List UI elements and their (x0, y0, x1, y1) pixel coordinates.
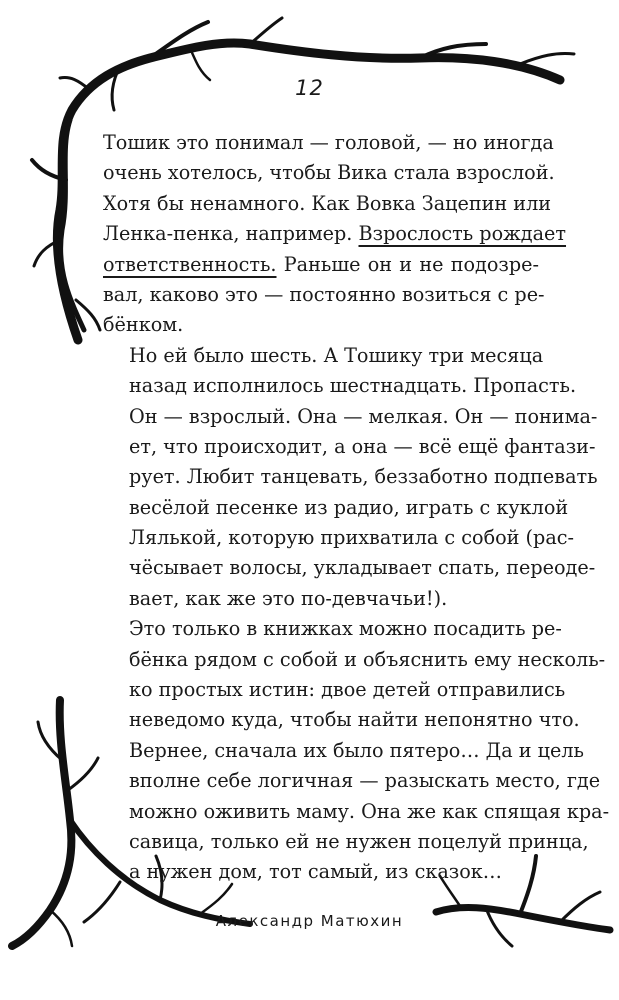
text-line: весёлой песенке из радио, играть с куклой (129, 495, 569, 519)
top-branch-twig-2 (250, 18, 282, 44)
page-number: 12 (295, 76, 324, 100)
bottom-left-branch (12, 700, 71, 946)
underlined-phrase: Взрослость рождает (358, 222, 567, 246)
text-line: ет, что происходит, а она — всё ещё фантази- (129, 434, 596, 458)
top-branch-twig-1 (150, 22, 208, 58)
top-branch-twig-7 (34, 240, 60, 266)
text-line: бёнка рядом с собой и объяснить ему несколь- (129, 647, 606, 671)
text-line: чёсывает волосы, укладывает спать, переоде- (129, 556, 596, 580)
top-branch-inner (61, 120, 84, 330)
bottom-left-twig-6 (200, 884, 232, 914)
text-line: Но ей было шесть. А Тошику три месяца (129, 343, 544, 367)
text-line: савица, только ей не нужен поцелуй принца, (129, 829, 589, 853)
top-branch-twig-3 (420, 44, 486, 58)
text-line-with-underline (103, 250, 539, 280)
author-name: Александр Матюхин (215, 912, 404, 930)
text-line-with-underline (103, 219, 567, 249)
bottom-left-twig-3 (68, 758, 98, 790)
text-line: рует. Любит танцевать, беззаботно подпевать (129, 465, 598, 489)
text-line: Лялькой, которую прихватила с собой (рас- (129, 526, 574, 550)
text-line: Хотя бы ненамного. Как Вовка Зацепин или (103, 191, 552, 215)
body-text (103, 128, 610, 888)
top-branch-twig-4 (520, 53, 574, 64)
paragraph-2 (103, 341, 598, 615)
text-line: неведомо куда, чтобы найти непонятно что. (129, 708, 580, 732)
text-line: очень хотелось, чтобы Вика стала взрослой. (103, 161, 555, 185)
text-line: можно оживить маму. Она же как спящая кра- (129, 799, 610, 823)
text-segment: Раньше он и не подозре- (283, 252, 539, 276)
text-line: ко простых истин: двое детей отправились (129, 678, 566, 702)
text-line: а нужен дом, тот самый, из сказок… (129, 860, 502, 884)
paragraph-1 (103, 128, 567, 341)
text-line: вал, каково это — постоянно возиться с ре- (103, 282, 545, 306)
text-line: Это только в книжках можно посадить ре- (129, 617, 562, 641)
underlined-phrase: ответственность. (103, 252, 277, 276)
top-branch-twig-6 (32, 160, 66, 180)
text-line: бёнком. (103, 313, 184, 337)
text-line: назад исполнилось шестнадцать. Пропасть. (129, 374, 577, 398)
text-line: вполне себе логичная — разыскать место, где (129, 769, 601, 793)
text-line: Вернее, сначала их было пятеро… Да и цель (129, 738, 584, 762)
top-branch-twig-8 (76, 300, 100, 330)
bottom-left-twig-2 (38, 722, 62, 760)
paragraph-3 (103, 614, 610, 888)
text-line: Тошик это понимал — головой, — но иногда (103, 131, 554, 154)
text-segment: Ленка-пенка, например. (103, 222, 353, 246)
text-line: Он — взрослый. Она — мелкая. Он — понима- (129, 404, 598, 428)
text-line: вает, как же это по-девчачьи!). (129, 586, 448, 610)
